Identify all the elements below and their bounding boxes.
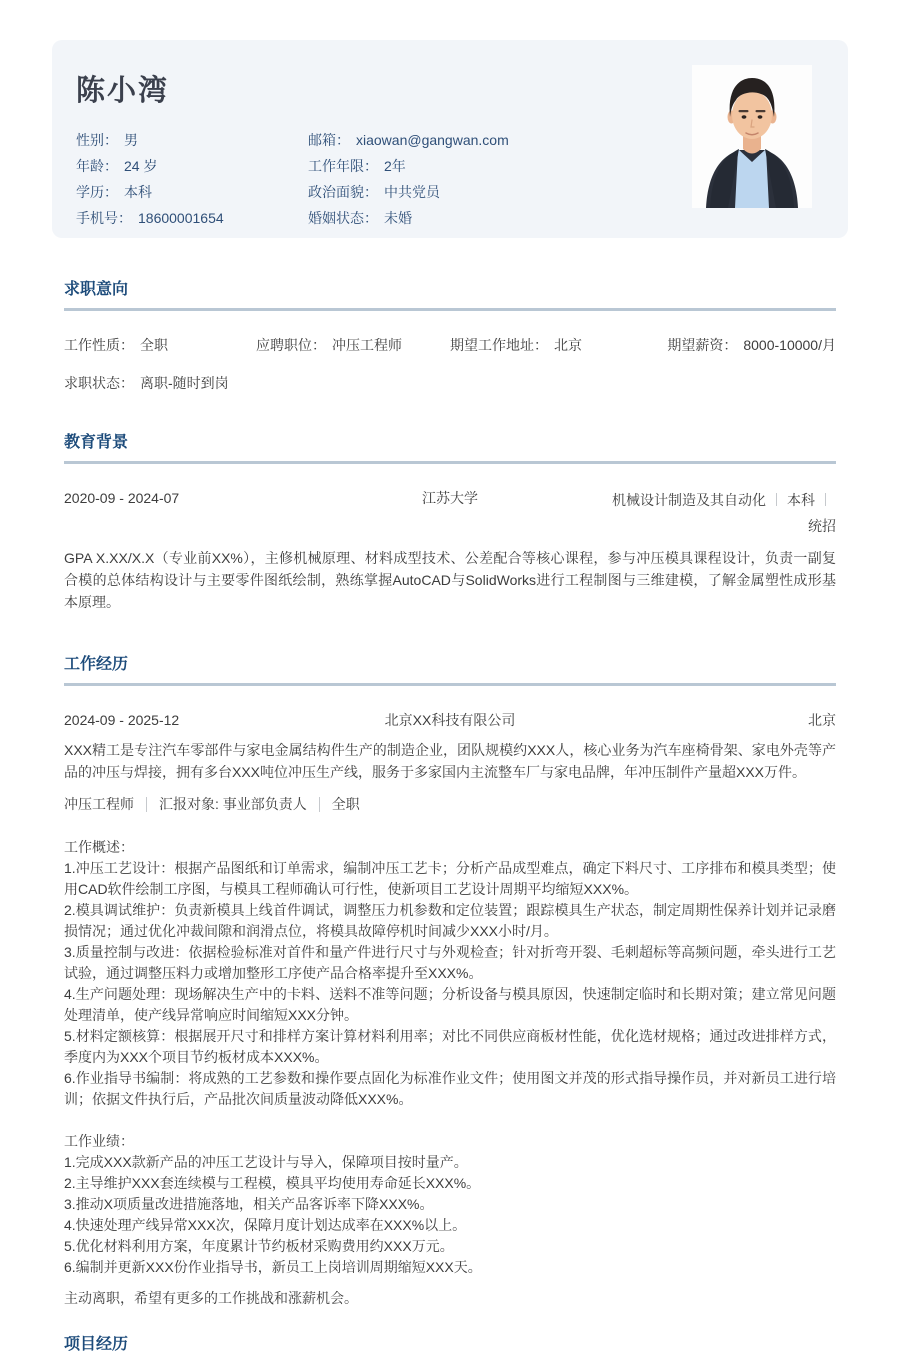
work-overview-item: 1.冲压工艺设计：根据产品图纸和订单需求，编制冲压工艺卡；分析产品成型难点，确定下料尺寸、工序排布和模具类型；使用CAD软件绘制工序图，与模具工程师确认可行性，使新项目工艺设计周期平均缩短XXX%。 [64, 860, 836, 897]
work-overview [64, 837, 836, 1110]
field-value: 男 [124, 132, 138, 148]
field-value: xiaowan@gangwan.com [356, 132, 509, 148]
separator [776, 493, 777, 506]
field-job-status [64, 375, 836, 391]
field-target-position [256, 337, 450, 353]
work-overview-item: 4.生产问题处理：现场解决生产中的卡料、送料不准等问题；分析设备与模具原因，快速制定临时和长期对策；建立常见问题处理清单，使产线异常响应时间缩短XXX分钟。 [64, 986, 836, 1023]
field-email [308, 127, 509, 153]
field-label: 期望薪资： [667, 337, 738, 353]
field-value: 中共党员 [384, 184, 440, 200]
education-description: GPA X.XX/X.X（专业前XX%），主修机械原理、材料成型技术、公差配合等核心课程，参与冲压模具课程设计，负责一副复合模的总体结构设计与主要零件图纸绘制，熟练掌握AutoCAD与SolidWorks进行工程制图与三维建模，了解金属塑性成形基本原理。 [64, 550, 836, 610]
field-target-location [450, 337, 666, 353]
education-degree: 本科 [787, 492, 815, 508]
section-divider [64, 683, 836, 686]
field-value: 北京 [554, 337, 582, 353]
field-value: 全职 [140, 337, 168, 353]
work-achievement-item: 1.完成XXX款新产品的冲压工艺设计与导入，保障项目按时量产。 [64, 1154, 468, 1170]
separator [825, 493, 826, 506]
personal-info-left [76, 127, 308, 231]
section-divider [64, 461, 836, 464]
work-achievement-item: 3.推动X项质量改进措施落地，相关产品客诉率下降XXX%。 [64, 1196, 434, 1212]
education-enroll-type: 统招 [808, 518, 836, 534]
separator [319, 797, 320, 812]
work-report-to: 汇报对象: 事业部负责人 [159, 796, 307, 812]
section-title: 教育背景 [64, 434, 129, 451]
section-title: 工作经历 [64, 656, 129, 673]
work-overview-item: 5.材料定额核算：根据展开尺寸和排样方案计算材料利用率；对比不同供应商板材性能，优化选材规格；通过改进排样方式，季度内为XXX个项目节约板材成本XXX%。 [64, 1028, 836, 1065]
work-overview-heading: 工作概述： [64, 839, 134, 855]
work-achievement-item: 5.优化材料利用方案，年度累计节约板材采购费用约XXX万元。 [64, 1238, 454, 1254]
work-location: 北京 [808, 712, 836, 728]
work-achievement-item: 2.主导维护XXX套连续模与工程模，模具平均使用寿命延长XXX%。 [64, 1175, 481, 1191]
section-project-experience [64, 1331, 836, 1354]
field-label: 期望工作地址： [450, 337, 548, 353]
field-political-status [308, 179, 509, 205]
field-label: 应聘职位： [256, 337, 326, 353]
education-period: 2020-09 - 2024-07 [64, 490, 180, 506]
field-age [76, 153, 308, 179]
section-work-experience [64, 651, 836, 1309]
resume-page [0, 40, 900, 1353]
field-job-nature [64, 337, 256, 353]
header-card [52, 40, 848, 238]
leave-reason: 主动离职，希望有更多的工作挑战和涨薪机会。 [64, 1290, 358, 1306]
field-phone [76, 205, 308, 231]
education-school: 江苏大学 [422, 490, 478, 506]
field-value: 冲压工程师 [332, 337, 402, 353]
field-label: 性别： [76, 132, 118, 148]
field-marital-status [308, 205, 509, 231]
field-label: 工作性质： [64, 337, 134, 353]
work-employment-type: 全职 [331, 796, 360, 812]
personal-info-right [308, 127, 509, 231]
candidate-name: 陈小湾 [76, 75, 170, 107]
section-education [64, 429, 836, 613]
work-overview-item: 3.质量控制与改进：依据检验标准对首件和量产件进行尺寸与外观检查；针对折弯开裂、毛刺超标等高频问题，牵头进行工艺试验，通过调整压料力或增加整形工序使产品合格率提升至XXX%。 [64, 944, 836, 981]
work-overview-item: 2.模具调试维护：负责新模具上线首件调试，调整压力机参数和定位装置；跟踪模具生产状态，制定周期性保养计划并记录磨损情况；通过优化冲裁间隙和润滑点位，将模具故障停机时间减少XXX小时/月。 [64, 902, 836, 939]
education-entry-header [64, 487, 836, 539]
field-gender [76, 127, 308, 153]
work-achievement-item: 6.编制并更新XXX份作业指导书，新员工上岗培训周期缩短XXX天。 [64, 1259, 482, 1275]
field-label: 年龄： [76, 158, 118, 174]
field-education [76, 179, 308, 205]
field-label: 求职状态： [64, 375, 134, 391]
field-label: 婚姻状态： [308, 210, 378, 226]
field-value: 18600001654 [138, 210, 224, 226]
field-value: 2年 [384, 158, 406, 174]
field-label: 学历： [76, 184, 118, 200]
field-value: 24 岁 [124, 158, 158, 174]
field-value: 本科 [124, 184, 152, 200]
education-major: 机械设计制造及其自动化 [612, 492, 766, 508]
work-achievements-heading: 工作业绩： [64, 1133, 134, 1149]
work-role-line [64, 793, 836, 815]
intent-row-1 [64, 337, 836, 353]
field-value: 离职-随时到岗 [140, 375, 229, 391]
work-entry-header [64, 709, 836, 731]
work-company: 北京XX科技有限公司 [384, 712, 516, 728]
profile-photo [692, 65, 812, 208]
resume-body [64, 276, 836, 1354]
field-label: 手机号： [76, 210, 132, 226]
separator [146, 797, 147, 812]
work-role: 冲压工程师 [64, 796, 134, 812]
field-label: 工作年限： [308, 158, 378, 174]
company-intro: XXX精工是专注汽车零部件与家电金属结构件生产的制造企业，团队规模约XXX人，核心业务为汽车座椅骨架、家电外壳等产品的冲压与焊接，拥有多台XXX吨位冲压生产线，服务于多家国内主流整车厂与家电品牌，年冲压制件产量超XXX万件。 [64, 742, 836, 780]
education-degree-info [604, 487, 836, 539]
work-period: 2024-09 - 2025-12 [64, 712, 180, 728]
field-label: 邮箱： [308, 132, 350, 148]
section-title: 求职意向 [64, 281, 129, 298]
section-title: 项目经历 [64, 1336, 129, 1353]
field-value: 8000-10000/月 [743, 337, 836, 353]
section-divider [64, 308, 836, 311]
field-expected-salary [666, 337, 836, 353]
field-work-years [308, 153, 509, 179]
work-achievements [64, 1131, 836, 1278]
field-value: 未婚 [384, 210, 412, 226]
work-achievement-item: 4.快速处理产线异常XXX次，保障月度计划达成率在XXX%以上。 [64, 1217, 467, 1233]
field-label: 政治面貌： [308, 184, 378, 200]
section-job-intent [64, 276, 836, 391]
work-overview-item: 6.作业指导书编制：将成熟的工艺参数和操作要点固化为标准作业文件；使用图文并茂的形式指导操作员，并对新员工进行培训；依据文件执行后，产品批次间质量波动降低XXX%。 [64, 1070, 836, 1107]
